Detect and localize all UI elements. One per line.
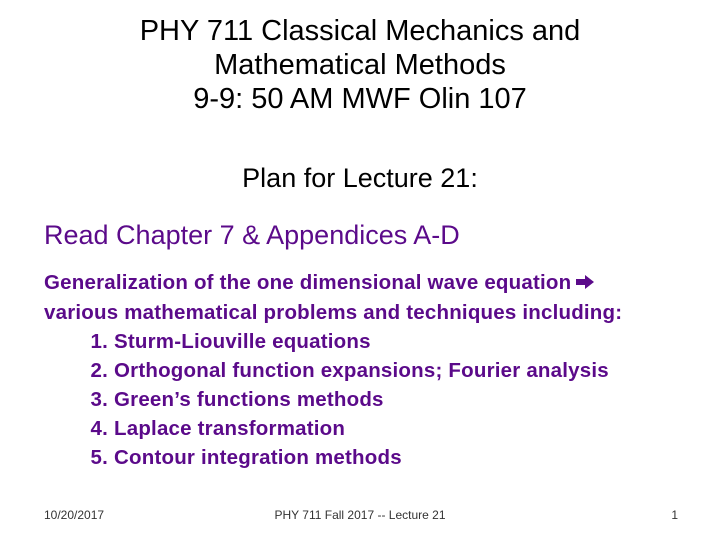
list-item: [44, 356, 714, 385]
intro-text: Generalization of the one dimensional wave equation: [44, 271, 572, 294]
list-item: [44, 327, 714, 356]
right-arrow-icon: [575, 269, 595, 298]
list-number: 3.: [90, 388, 108, 411]
footer-date: 10/20/2017: [44, 508, 105, 522]
list-number: 2.: [90, 359, 108, 382]
list-text: Orthogonal function expansions; Fourier analysis: [114, 359, 609, 382]
slide-body: [44, 268, 714, 472]
slide-title: [0, 14, 720, 116]
technique-list: [44, 327, 714, 472]
list-text: Contour integration methods: [114, 446, 402, 469]
title-line: 9-9: 50 AM MWF Olin 107: [193, 83, 527, 115]
list-item: [44, 385, 714, 414]
intro-line: [44, 268, 714, 298]
list-text: Green’s functions methods: [114, 388, 384, 411]
reading-assignment: Read Chapter 7 & Appendices A-D: [44, 220, 460, 250]
list-text: Sturm-Liouville equations: [114, 330, 371, 353]
list-number: 1.: [90, 330, 108, 353]
lecture-plan-heading: Plan for Lecture 21:: [242, 163, 478, 193]
page-number: 1: [671, 508, 678, 522]
title-line: Mathematical Methods: [214, 49, 506, 81]
intro-line: various mathematical problems and techniques including:: [44, 301, 623, 324]
footer-course: PHY 711 Fall 2017 -- Lecture 21: [274, 508, 446, 522]
list-text: Laplace transformation: [114, 417, 346, 440]
list-number: 5.: [90, 446, 108, 469]
list-item: [44, 443, 714, 472]
list-number: 4.: [90, 417, 108, 440]
list-item: [44, 414, 714, 443]
title-line: PHY 711 Classical Mechanics and: [139, 15, 581, 47]
